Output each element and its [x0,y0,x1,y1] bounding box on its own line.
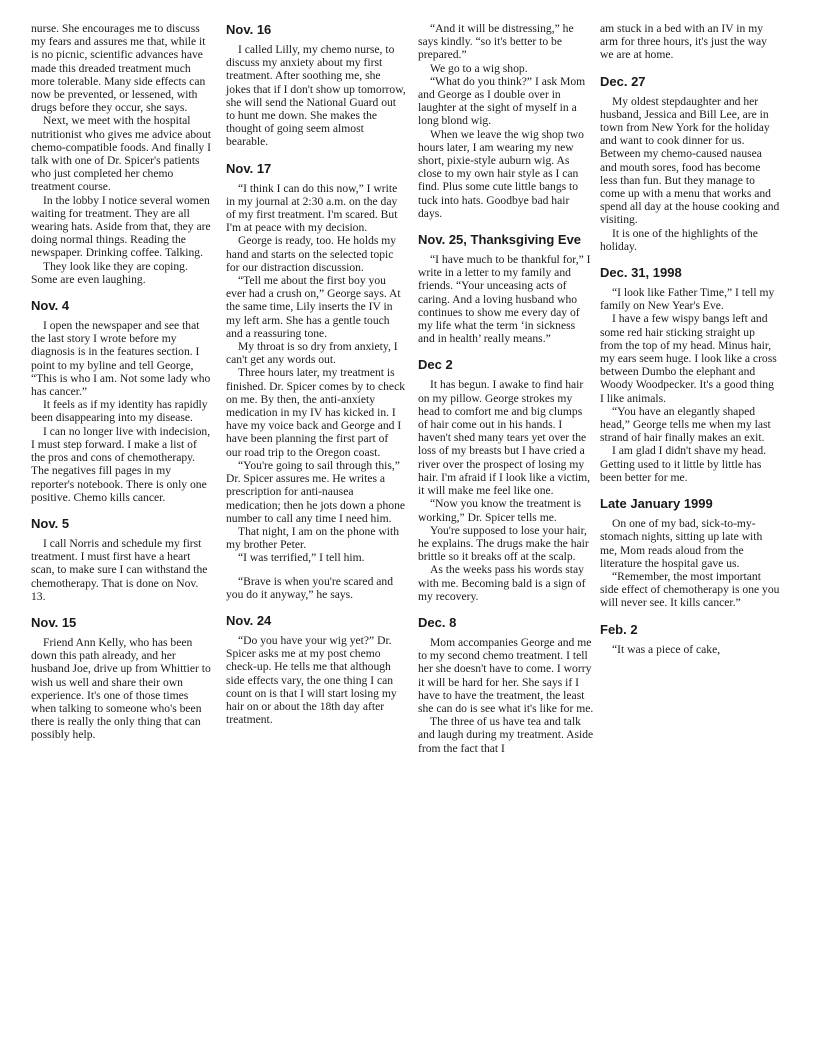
date-heading: Nov. 17 [226,160,272,176]
paragraph: nurse. She encourages me to discuss my fears and assures me that, while it is no picnic, scientific advances have made this dreaded treatment much more tolerable. Many side effects can now be prevented, or lessened, with drugs before they occur, she says. [31,22,206,115]
date-heading: Dec. 8 [418,614,457,630]
paragraph: “Remember, the most important side effect of chemotherapy is one you will never see. It kills cancer.” [600,569,780,610]
paragraph: It has begun. I awake to find hair on my pillow. George strokes my head to comfort me and big clumps of hair come out in his hands. I haven't shed many tears yet over the loss of my breasts but I have cried a river over the prospect of losing my hair. I'm afraid if I look like a victim, it will make me feel like one. [418,378,591,498]
column-2 [226,22,406,726]
paragraph: The three of us have tea and talk and laugh during my treatment. Aside from the fact that I [418,715,594,755]
paragraph: Mom accompanies George and me to my second chemo treatment. I tell her she doesn't have to come. I worry it will be hard for her. She says if I have to have the treatment, the least she can do is see what it's like for me. [418,635,594,715]
paragraph: “Do you have your wig yet?” Dr. Spicer asks me at my post chemo check-up. He tells me that although side effects vary, the one thing I can count on is that I will start losing my hair on or about the 18th day after treatment. [226,633,397,727]
date-heading: Dec 2 [418,357,453,373]
column-1 [31,22,211,742]
date-heading: Dec. 27 [600,73,646,89]
paragraph: “You have an elegantly shaped head,” George tells me when my last strand of hair finally makes an exit. [600,404,771,445]
paragraph: am stuck in a bed with an IV in my arm for three hours, it's just the way we are at home. [600,22,767,62]
paragraph: My oldest stepdaughter and her husband, Jessica and Bill Lee, are in town from New York for the holiday and want to cook dinner for us. Between my chemo-caused nausea and mouth sores, food has become less than fun. But they manage to come up with a menu that works and spend all day at the house cooking and visiting. [600,94,780,227]
paragraph: I called Lilly, my chemo nurse, to discuss my anxiety about my first treatment. After soothing me, she jokes that if I don't show up tomorrow, she will send the National Guard out to hunt me down. She makes the thought of going seem almost bearable. [226,43,406,149]
paragraph: “What do you think?” I ask Mom and George as I double over in laughter at the sight of myself in a long blond wig. [418,74,586,128]
paragraph: Three hours later, my treatment is finished. Dr. Spicer comes by to check on me. By then, the anti-anxiety medication in my IV has kicked in. I have my voice back and George and I have been planning the first part of our road trip to the Oregon coast. [226,366,406,459]
paragraph: It is one of the highlights of the holiday. [600,226,758,253]
paragraph: In the lobby I notice several women waiting for treatment. They are all wearing hats. Aside from that, they are doing normal things. Reading the newspaper. Drinking coffee. Talking. [31,193,211,260]
paragraph: “You're going to sail through this,” Dr. Spicer assures me. He writes a prescription for anti-nausea medication; then he jots down a phone number to call any time I need him. [226,458,406,525]
column-4 [600,22,780,656]
column-3 [418,22,594,755]
paragraph: I call Norris and schedule my first treatment. I must first have a heart scan, to make sure I can withstand the chemotherapy. That is done on Nov. 13. [31,536,208,603]
paragraph: “It was a piece of cake, [612,642,721,656]
paragraph: They look like they are coping. Some are even laughing. [31,259,188,286]
paragraph: You're supposed to lose your hair, he explains. The drugs make the hair brittle so it breaks off at the scalp. [418,523,589,564]
date-heading: Nov. 25, Thanksgiving Eve [418,232,582,248]
paragraph: My throat is so dry from anxiety, I can't get any words out. [226,340,398,367]
paragraph: “And it will be distressing,” he says kindly. “so it's better to be prepared.” [418,22,574,62]
paragraph: “I was terrified,” I tell him. [238,551,365,565]
date-heading: Nov. 24 [226,612,272,628]
paragraph: “Brave is when you're scared and you do it anyway,” he says. [226,574,393,601]
date-heading: Late January 1999 [600,496,713,512]
paragraph: It feels as if my identity has rapidly been disappearing into my disease. [31,398,208,425]
paragraph: We go to a wig shop. [430,61,528,75]
paragraph: That night, I am on the phone with my brother Peter. [226,524,399,552]
date-heading: Feb. 2 [600,621,638,637]
paragraph: Next, we meet with the hospital nutritionist who gives me advice about chemo-compatible foods. And finally I talk with one of Dr. Spicer's patients who just completed her chemo treatment course. [31,114,211,194]
paragraph: On one of my bad, sick-to-my-stomach nights, sitting up late with me, Mom reads aloud from the literature the hospital gave us. [600,517,763,570]
date-heading: Nov. 4 [31,298,70,314]
paragraph: “Now you know the treatment is working,” Dr. Spicer tells me. [418,497,582,524]
paragraph: “Tell me about the first boy you ever had a crush on,” George says. At the same time, Lily inserts the IV in my left arm. She has a gentle touch and a reassuring tone. [226,274,401,340]
paragraph: As the weeks pass his words stay with me. Becoming bald is a sign of my recovery. [418,563,586,603]
paragraph: George is ready, too. He holds my hand and starts on the selected topic for our distraction discussion. [226,234,397,274]
date-heading: Dec. 31, 1998 [600,265,682,281]
paragraph: I have a few wispy bangs left and some red hair sticking straight up from the top of my head. Minus hair, my ears seem huge. I look like a cross between Dumbo the elephant and Woody Woodpecker. It's a good thing I like animals. [600,312,777,405]
date-heading: Nov. 15 [31,614,77,630]
paragraph: “I have much to be thankful for,” I write in a letter to my family and friends. “Your unceasing acts of caring. And a loving husband who continues to show me every day of my life what the term ‘in sickness and in health’ really means.” [418,253,591,346]
paragraph: “I look like Father Time,” I tell my family on New Year's Eve. [600,286,775,313]
paragraph: I can no longer live with indecision, I must step forward. I make a list of the pros and cons of chemotherapy. The negatives fill pages in my reporter's notebook. There is only one positive. Chemo kills cancer. [31,424,211,504]
paragraph: I open the newspaper and see that the last story I wrote before my diagnosis is in the features section. I point to my byline and tell George, “This is who I am. Not some lady who has cancer.” [31,319,211,399]
date-heading: Nov. 16 [226,22,272,37]
paragraph: Friend Ann Kelly, who has been down this path already, and her husband Joe, drive up from Whittier to wish us well and share their own experience. It's one of those times when talking to someone who's been there is really the only thing that can possibly help. [31,635,211,742]
paragraph: “I think I can do this now,” I write in my journal at 2:30 a.m. on the day of my first treatment. I'm scared. But I'm at peace with my decision. [226,181,398,235]
paragraph: When we leave the wig shop two hours later, I am wearing my new short, pixie-style auburn wig. As close to my own hair style as I can find. Plus some cute little bangs to tuck into hats. Goodbye bad hair days. [418,127,584,220]
date-heading: Nov. 5 [31,515,70,531]
paragraph: I am glad I didn't shave my head. Getting used to it little by little has been better for me. [600,444,767,484]
